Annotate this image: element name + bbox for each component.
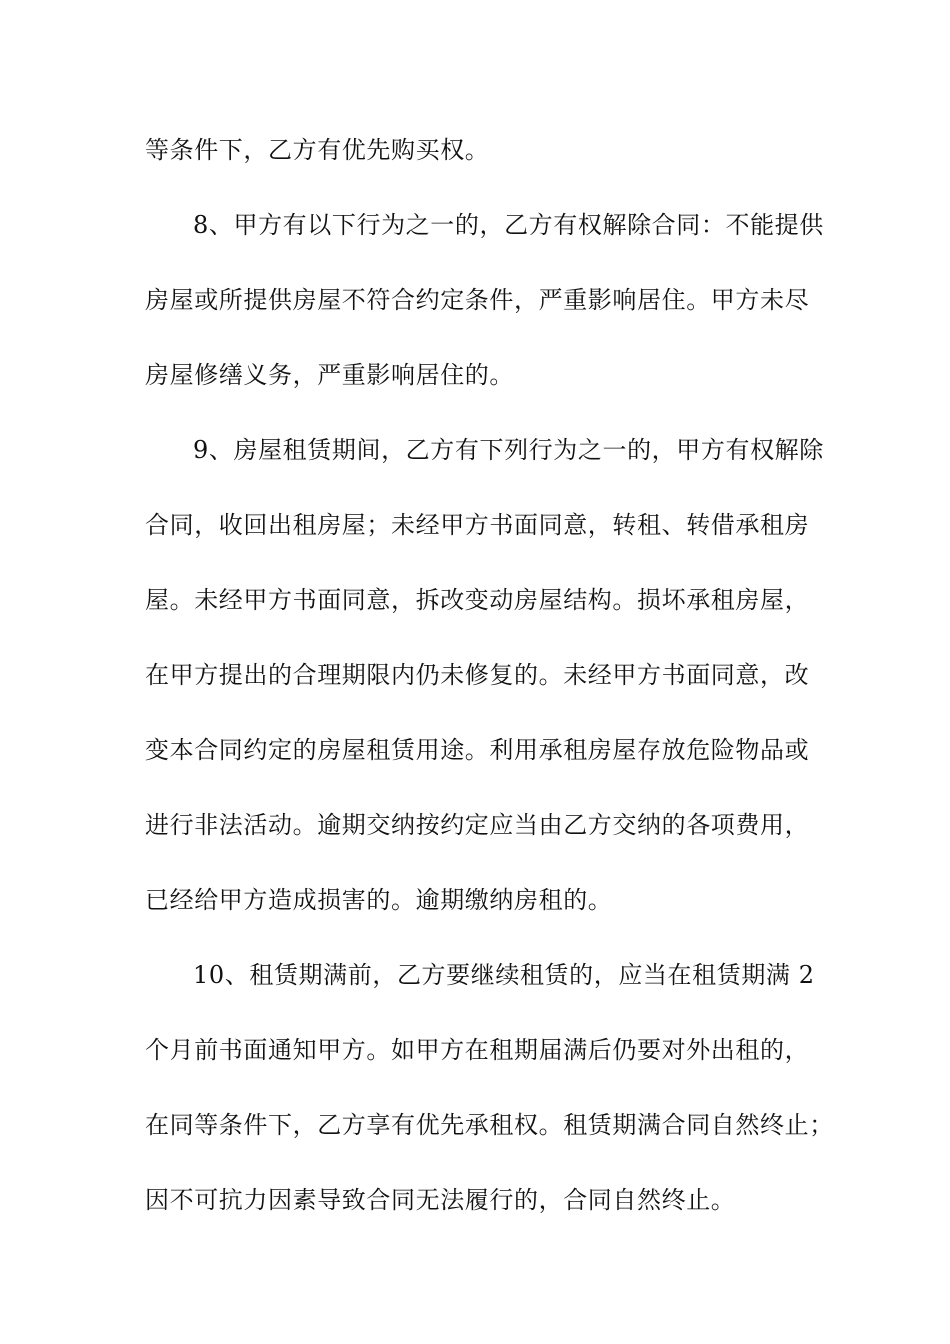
text-line: 屋。未经甲方书面同意，拆改变动房屋结构。损坏承租房屋，: [145, 586, 810, 614]
text-line: 个月前书面通知甲方。如甲方在租期届满后仍要对外出租的，: [145, 1036, 810, 1064]
text-line: 变本合同约定的房屋租赁用途。利用承租房屋存放危险物品或: [145, 736, 810, 764]
text-line: 因不可抗力因素导致合同无法履行的，合同自然终止。: [145, 1186, 736, 1214]
text-line: 合同，收回出租房屋；未经甲方书面同意，转租、转借承租房: [145, 511, 810, 539]
paragraph-10-start: 10、租赁期满前，乙方要继续租赁的，应当在租赁期满 2: [193, 961, 815, 989]
paragraph-8-start: 8、甲方有以下行为之一的，乙方有权解除合同：不能提供: [193, 211, 824, 239]
text-line: 进行非法活动。逾期交纳按约定应当由乙方交纳的各项费用，: [145, 811, 810, 839]
paragraph-9-start: 9、房屋租赁期间，乙方有下列行为之一的，甲方有权解除: [193, 436, 824, 464]
text-line: 房屋或所提供房屋不符合约定条件，严重影响居住。甲方未尽: [145, 286, 810, 314]
text-line: 房屋修缮义务，严重影响居住的。: [145, 361, 514, 389]
text-line: 在甲方提出的合理期限内仍未修复的。未经甲方书面同意，改: [145, 661, 810, 689]
text-line: 已经给甲方造成损害的。逾期缴纳房租的。: [145, 886, 613, 914]
text-line: 等条件下，乙方有优先购买权。: [145, 136, 490, 164]
text-line: 在同等条件下，乙方享有优先承租权。租赁期满合同自然终止；: [145, 1111, 834, 1139]
